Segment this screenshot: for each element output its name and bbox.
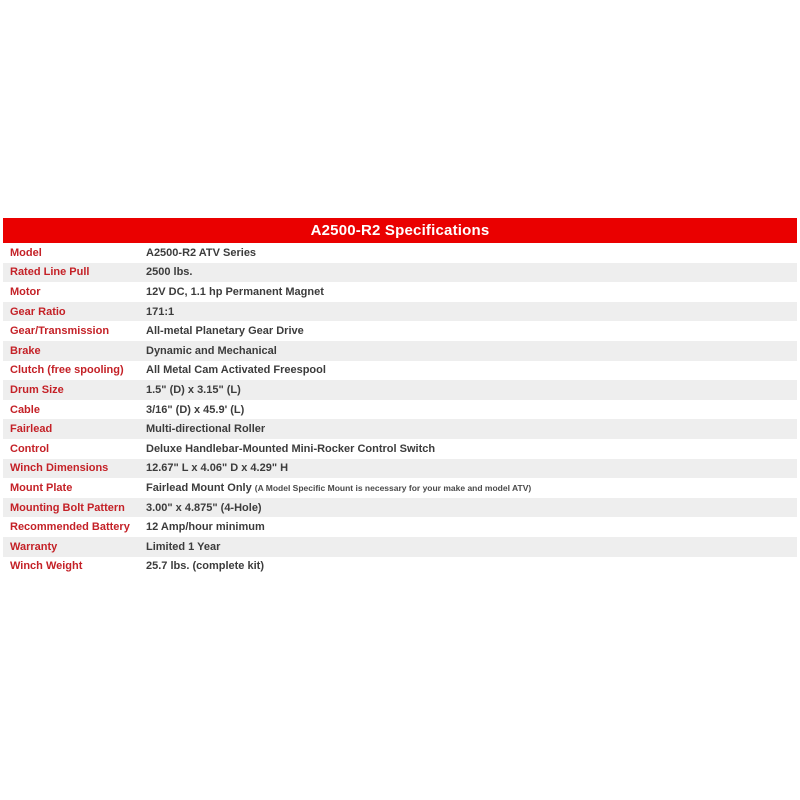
table-row bbox=[3, 439, 797, 459]
table-row bbox=[3, 400, 797, 420]
spec-value bbox=[146, 364, 797, 376]
spec-label: Gear Ratio bbox=[10, 305, 66, 318]
spec-value bbox=[146, 345, 797, 357]
table-row bbox=[3, 321, 797, 341]
table-row bbox=[3, 302, 797, 322]
spec-value-text: A2500-R2 ATV Series bbox=[146, 246, 257, 259]
spec-value bbox=[146, 423, 797, 435]
specifications-table bbox=[3, 218, 797, 576]
spec-value bbox=[146, 384, 797, 396]
table-row bbox=[3, 380, 797, 400]
spec-label: Winch Weight bbox=[10, 560, 83, 573]
spec-value-note: (A Model Specific Mount is necessary for your make and model ATV) bbox=[254, 482, 532, 493]
spec-value bbox=[146, 404, 797, 416]
spec-value-text: 3.00" x 4.875" (4-Hole) bbox=[146, 501, 262, 514]
spec-value bbox=[146, 462, 797, 474]
spec-value-text: All Metal Cam Activated Freespool bbox=[146, 364, 326, 377]
table-row bbox=[3, 557, 797, 577]
spec-label: Drum Size bbox=[10, 383, 64, 396]
table-row bbox=[3, 419, 797, 439]
spec-value bbox=[146, 306, 797, 318]
table-row bbox=[3, 517, 797, 537]
spec-value bbox=[146, 266, 797, 278]
spec-label: Mounting Bolt Pattern bbox=[10, 501, 125, 514]
table-row bbox=[3, 361, 797, 381]
spec-value-text: 1.5" (D) x 3.15" (L) bbox=[146, 383, 241, 396]
spec-value-text: 3/16" (D) x 45.9' (L) bbox=[146, 403, 245, 416]
table-row bbox=[3, 459, 797, 479]
spec-value-text: 25.7 lbs. (complete kit) bbox=[146, 560, 264, 573]
spec-label: Mount Plate bbox=[10, 481, 73, 494]
spec-label: Winch Dimensions bbox=[10, 462, 109, 475]
spec-value bbox=[146, 560, 797, 572]
spec-value bbox=[146, 247, 797, 259]
spec-label: Recommended Battery bbox=[10, 521, 130, 534]
spec-value-text: Multi-directional Roller bbox=[146, 423, 266, 436]
spec-value-text: All-metal Planetary Gear Drive bbox=[146, 325, 304, 338]
table-row bbox=[3, 282, 797, 302]
table-body bbox=[3, 243, 797, 576]
spec-label: Model bbox=[10, 246, 42, 259]
spec-value-text: Deluxe Handlebar-Mounted Mini-Rocker Control Switch bbox=[146, 442, 436, 455]
spec-label: Rated Line Pull bbox=[10, 266, 90, 279]
table-title: A2500-R2 Specifications bbox=[3, 218, 797, 243]
table-row bbox=[3, 537, 797, 557]
spec-value bbox=[146, 541, 797, 553]
spec-value bbox=[146, 325, 797, 337]
spec-value-text: 171:1 bbox=[146, 305, 175, 318]
spec-value bbox=[146, 482, 797, 494]
table-row bbox=[3, 263, 797, 283]
spec-label: Fairlead bbox=[10, 423, 53, 436]
spec-value-text: Fairlead Mount Only bbox=[146, 481, 252, 494]
table-row bbox=[3, 498, 797, 518]
spec-label: Warranty bbox=[10, 540, 58, 553]
spec-value-text: Limited 1 Year bbox=[146, 540, 221, 553]
spec-label: Gear/Transmission bbox=[10, 325, 110, 338]
spec-value-text: 12.67" L x 4.06" D x 4.29" H bbox=[146, 462, 289, 475]
spec-value-text: 12V DC, 1.1 hp Permanent Magnet bbox=[146, 285, 324, 298]
table-row bbox=[3, 243, 797, 263]
table-row bbox=[3, 478, 797, 498]
spec-value bbox=[146, 521, 797, 533]
spec-label: Cable bbox=[10, 403, 40, 416]
spec-value-text: 2500 lbs. bbox=[146, 266, 193, 279]
spec-value-text: Dynamic and Mechanical bbox=[146, 344, 277, 357]
spec-label: Clutch (free spooling) bbox=[10, 364, 124, 377]
spec-value-text: 12 Amp/hour minimum bbox=[146, 521, 265, 534]
spec-label: Control bbox=[10, 442, 50, 455]
spec-value bbox=[146, 286, 797, 298]
spec-value bbox=[146, 443, 797, 455]
table-row bbox=[3, 341, 797, 361]
spec-label: Motor bbox=[10, 285, 41, 298]
spec-value bbox=[146, 502, 797, 514]
spec-label: Brake bbox=[10, 344, 41, 357]
